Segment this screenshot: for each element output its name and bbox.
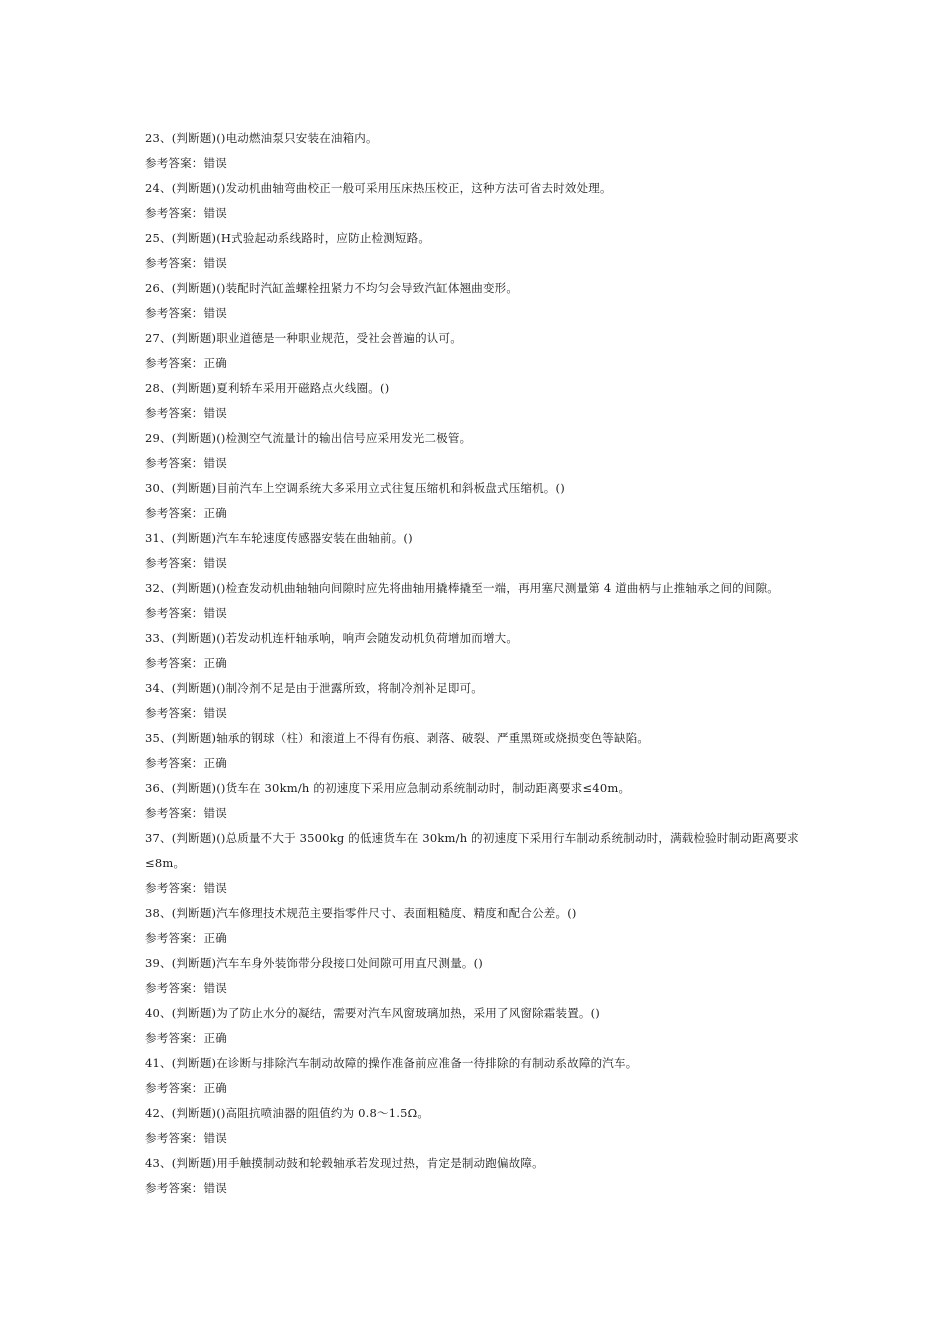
question-23: 23、(判断题)()电动燃油泵只安装在油箱内。 [145,131,378,145]
question-38: 38、(判断题)汽车修理技术规范主要指零件尺寸、表面粗糙度、精度和配合公差。() [145,906,577,920]
answer-30: 参考答案：正确 [145,506,227,520]
question-43: 43、(判断题)用手触摸制动鼓和轮毂轴承若发现过热，肯定是制动跑偏故障。 [145,1156,544,1170]
question-33: 33、(判断题)()若发动机连杆轴承响，响声会随发动机负荷增加而增大。 [145,631,519,645]
answer-37: 参考答案：错误 [145,881,227,895]
question-26: 26、(判断题)()装配时汽缸盖螺栓扭紧力不均匀会导致汽缸体翘曲变形。 [145,281,519,295]
answer-29: 参考答案：错误 [145,456,227,470]
answer-28: 参考答案：错误 [145,406,227,420]
question-30: 30、(判断题)目前汽车上空调系统大多采用立式往复压缩机和斜板盘式压缩机。() [145,481,565,495]
answer-34: 参考答案：错误 [145,706,227,720]
answer-31: 参考答案：错误 [145,556,227,570]
question-29: 29、(判断题)()检测空气流量计的输出信号应采用发光二极管。 [145,431,472,445]
question-41: 41、(判断题)在诊断与排除汽车制动故障的操作准备前应准备一待排除的有制动系故障的汽车。 [145,1056,638,1070]
question-37: 37、(判断题)()总质量不大于 3500kg 的低速货车在 30km/h 的初速度下采用行车制动系统制动时，满载检验时制动距离要求≤8m。 [145,831,799,870]
question-24: 24、(判断题)()发动机曲轴弯曲校正一般可采用压床热压校正，这种方法可省去时效处理。 [145,181,612,195]
question-34: 34、(判断题)()制冷剂不足是由于泄露所致，将制冷剂补足即可。 [145,681,483,695]
question-25: 25、(判断题)(H式验起动系线路时，应防止检测短路。 [145,231,431,245]
question-40: 40、(判断题)为了防止水分的凝结，需要对汽车风窗玻璃加热，采用了风窗除霜装置。() [145,1006,600,1020]
question-32: 32、(判断题)()检查发动机曲轴轴向间隙时应先将曲轴用撬棒撬至一端，再用塞尺测量第 4 道曲柄与止推轴承之间的间隙。 [145,581,780,595]
answer-39: 参考答案：错误 [145,981,227,995]
question-36: 36、(判断题)()货车在 30km/h 的初速度下采用应急制动系统制动时，制动距离要求≤40m。 [145,781,631,795]
answer-33: 参考答案：正确 [145,656,227,670]
answer-42: 参考答案：错误 [145,1131,227,1145]
question-42: 42、(判断题)()高阻抗喷油器的阻值约为 0.8～1.5Ω。 [145,1106,430,1120]
answer-27: 参考答案：正确 [145,356,227,370]
question-39: 39、(判断题)汽车车身外装饰带分段接口处间隙可用直尺测量。() [145,956,483,970]
answer-40: 参考答案：正确 [145,1031,227,1045]
question-27: 27、(判断题)职业道德是一种职业规范，受社会普遍的认可。 [145,331,462,345]
answer-25: 参考答案：错误 [145,256,227,270]
answer-41: 参考答案：正确 [145,1081,227,1095]
question-35: 35、(判断题)轴承的钢球（柱）和滚道上不得有伤痕、剥落、破裂、严重黑斑或烧损变色等缺陷。 [145,731,650,745]
document-page [145,126,815,1201]
answer-35: 参考答案：正确 [145,756,227,770]
question-28: 28、(判断题)夏利轿车采用开磁路点火线圈。() [145,381,390,395]
answer-24: 参考答案：错误 [145,206,227,220]
answer-32: 参考答案：错误 [145,606,227,620]
answer-36: 参考答案：错误 [145,806,227,820]
answer-38: 参考答案：正确 [145,931,227,945]
answer-26: 参考答案：错误 [145,306,227,320]
answer-23: 参考答案：错误 [145,156,227,170]
answer-43: 参考答案：错误 [145,1181,227,1195]
question-31: 31、(判断题)汽车车轮速度传感器安装在曲轴前。() [145,531,413,545]
